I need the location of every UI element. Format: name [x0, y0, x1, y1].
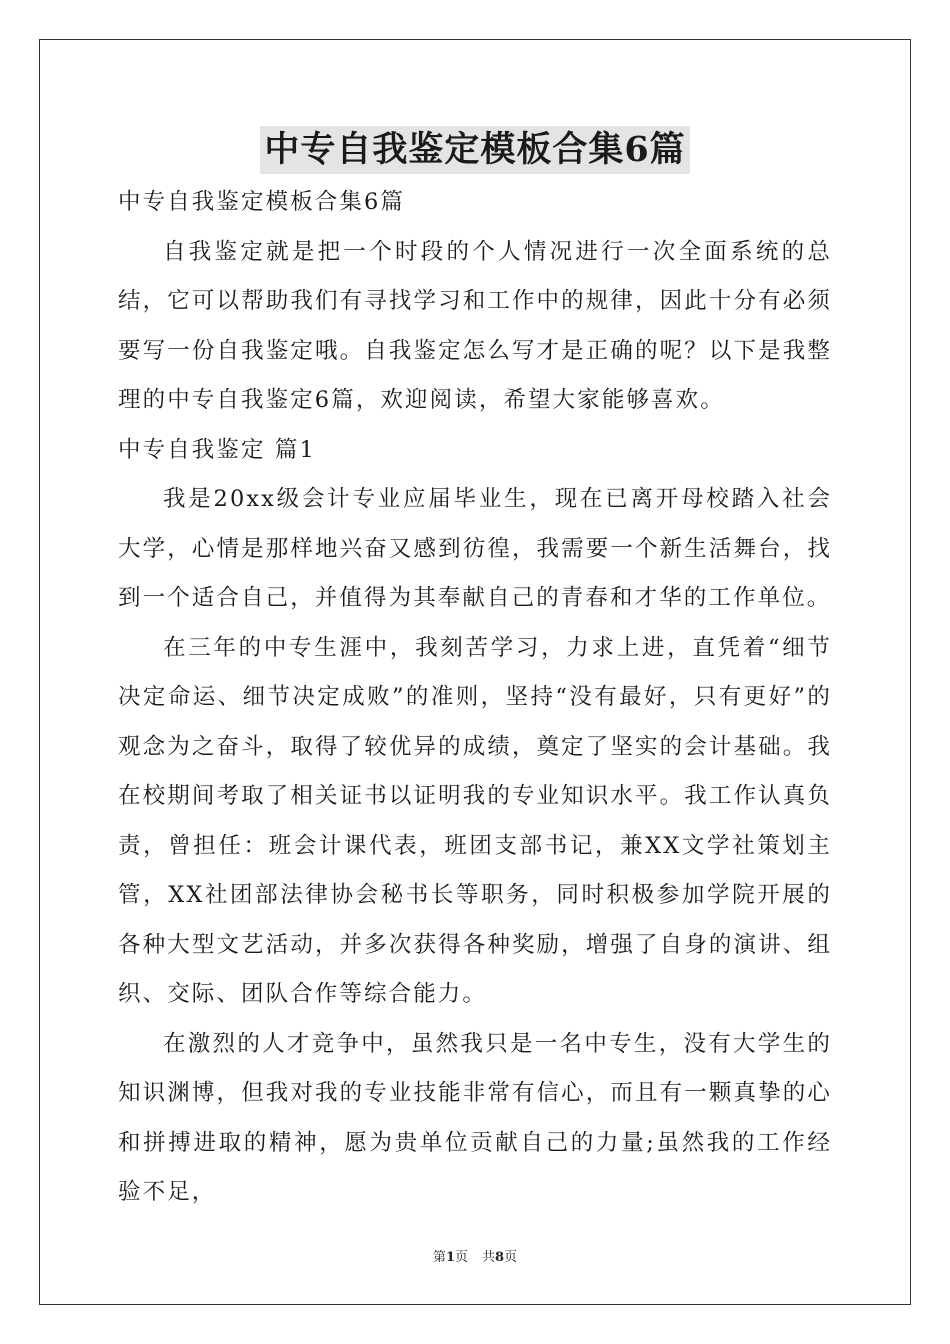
- page-suffix: 页: [454, 1250, 468, 1265]
- document-body: [118, 178, 832, 1218]
- total-prefix: 共: [482, 1250, 496, 1265]
- total-suffix: 页: [504, 1250, 518, 1265]
- subtitle-paragraph: 中专自我鉴定模板合集6篇: [118, 189, 406, 215]
- body-paragraph: 在激烈的人才竞争中，虽然我只是一名中专生，没有大学生的知识渊博，但我对我的专业技能非常有信心，而且有一颗真挚的心和拼搏进取的精神，愿为贵单位贡献自己的力量;虽然我的工作经验不足，: [118, 1030, 832, 1205]
- current-page-number: 1: [445, 1250, 455, 1265]
- total-page-number: 8: [495, 1250, 505, 1265]
- page-footer: [0, 1246, 950, 1265]
- body-paragraph: 我是20xx级会计专业应届毕业生，现在已离开母校踏入社会大学，心情是那样地兴奋又感到彷徨，我需要一个新生活舞台，找到一个适合自己，并值得为其奉献自己的青春和才华的工作单位。: [118, 486, 832, 611]
- document-title: 中专自我鉴定模板合集6篇: [260, 126, 689, 174]
- section-heading: 中专自我鉴定 篇1: [118, 436, 316, 463]
- page-prefix: 第: [432, 1250, 446, 1265]
- body-paragraph: 在三年的中专生涯中，我刻苦学习，力求上进，直凭着“细节决定命运、细节决定成败”的准则，坚持“没有最好，只有更好”的观念为之奋斗，取得了较优异的成绩，奠定了坚实的会计基础。我在校期间考取了相关证书以证明我的专业知识水平。我工作认真负责，曾担任：班会计课代表，班团支部书记，兼XX文学社策划主管，XX社团部法律协会秘书长等职务，同时积极参加学院开展的各种大型文艺活动，并多次获得各种奖励，增强了自身的演讲、组织、交际、团队合作等综合能力。: [118, 634, 832, 1007]
- document-title-container: [0, 126, 950, 174]
- intro-paragraph: 自我鉴定就是把一个时段的个人情况进行一次全面系统的总结，它可以帮助我们有寻找学习和工作中的规律，因此十分有必须要写一份自我鉴定哦。自我鉴定怎么写才是正确的呢？以下是我整理的中专自我鉴定6篇，欢迎阅读，希望大家能够喜欢。: [118, 238, 832, 413]
